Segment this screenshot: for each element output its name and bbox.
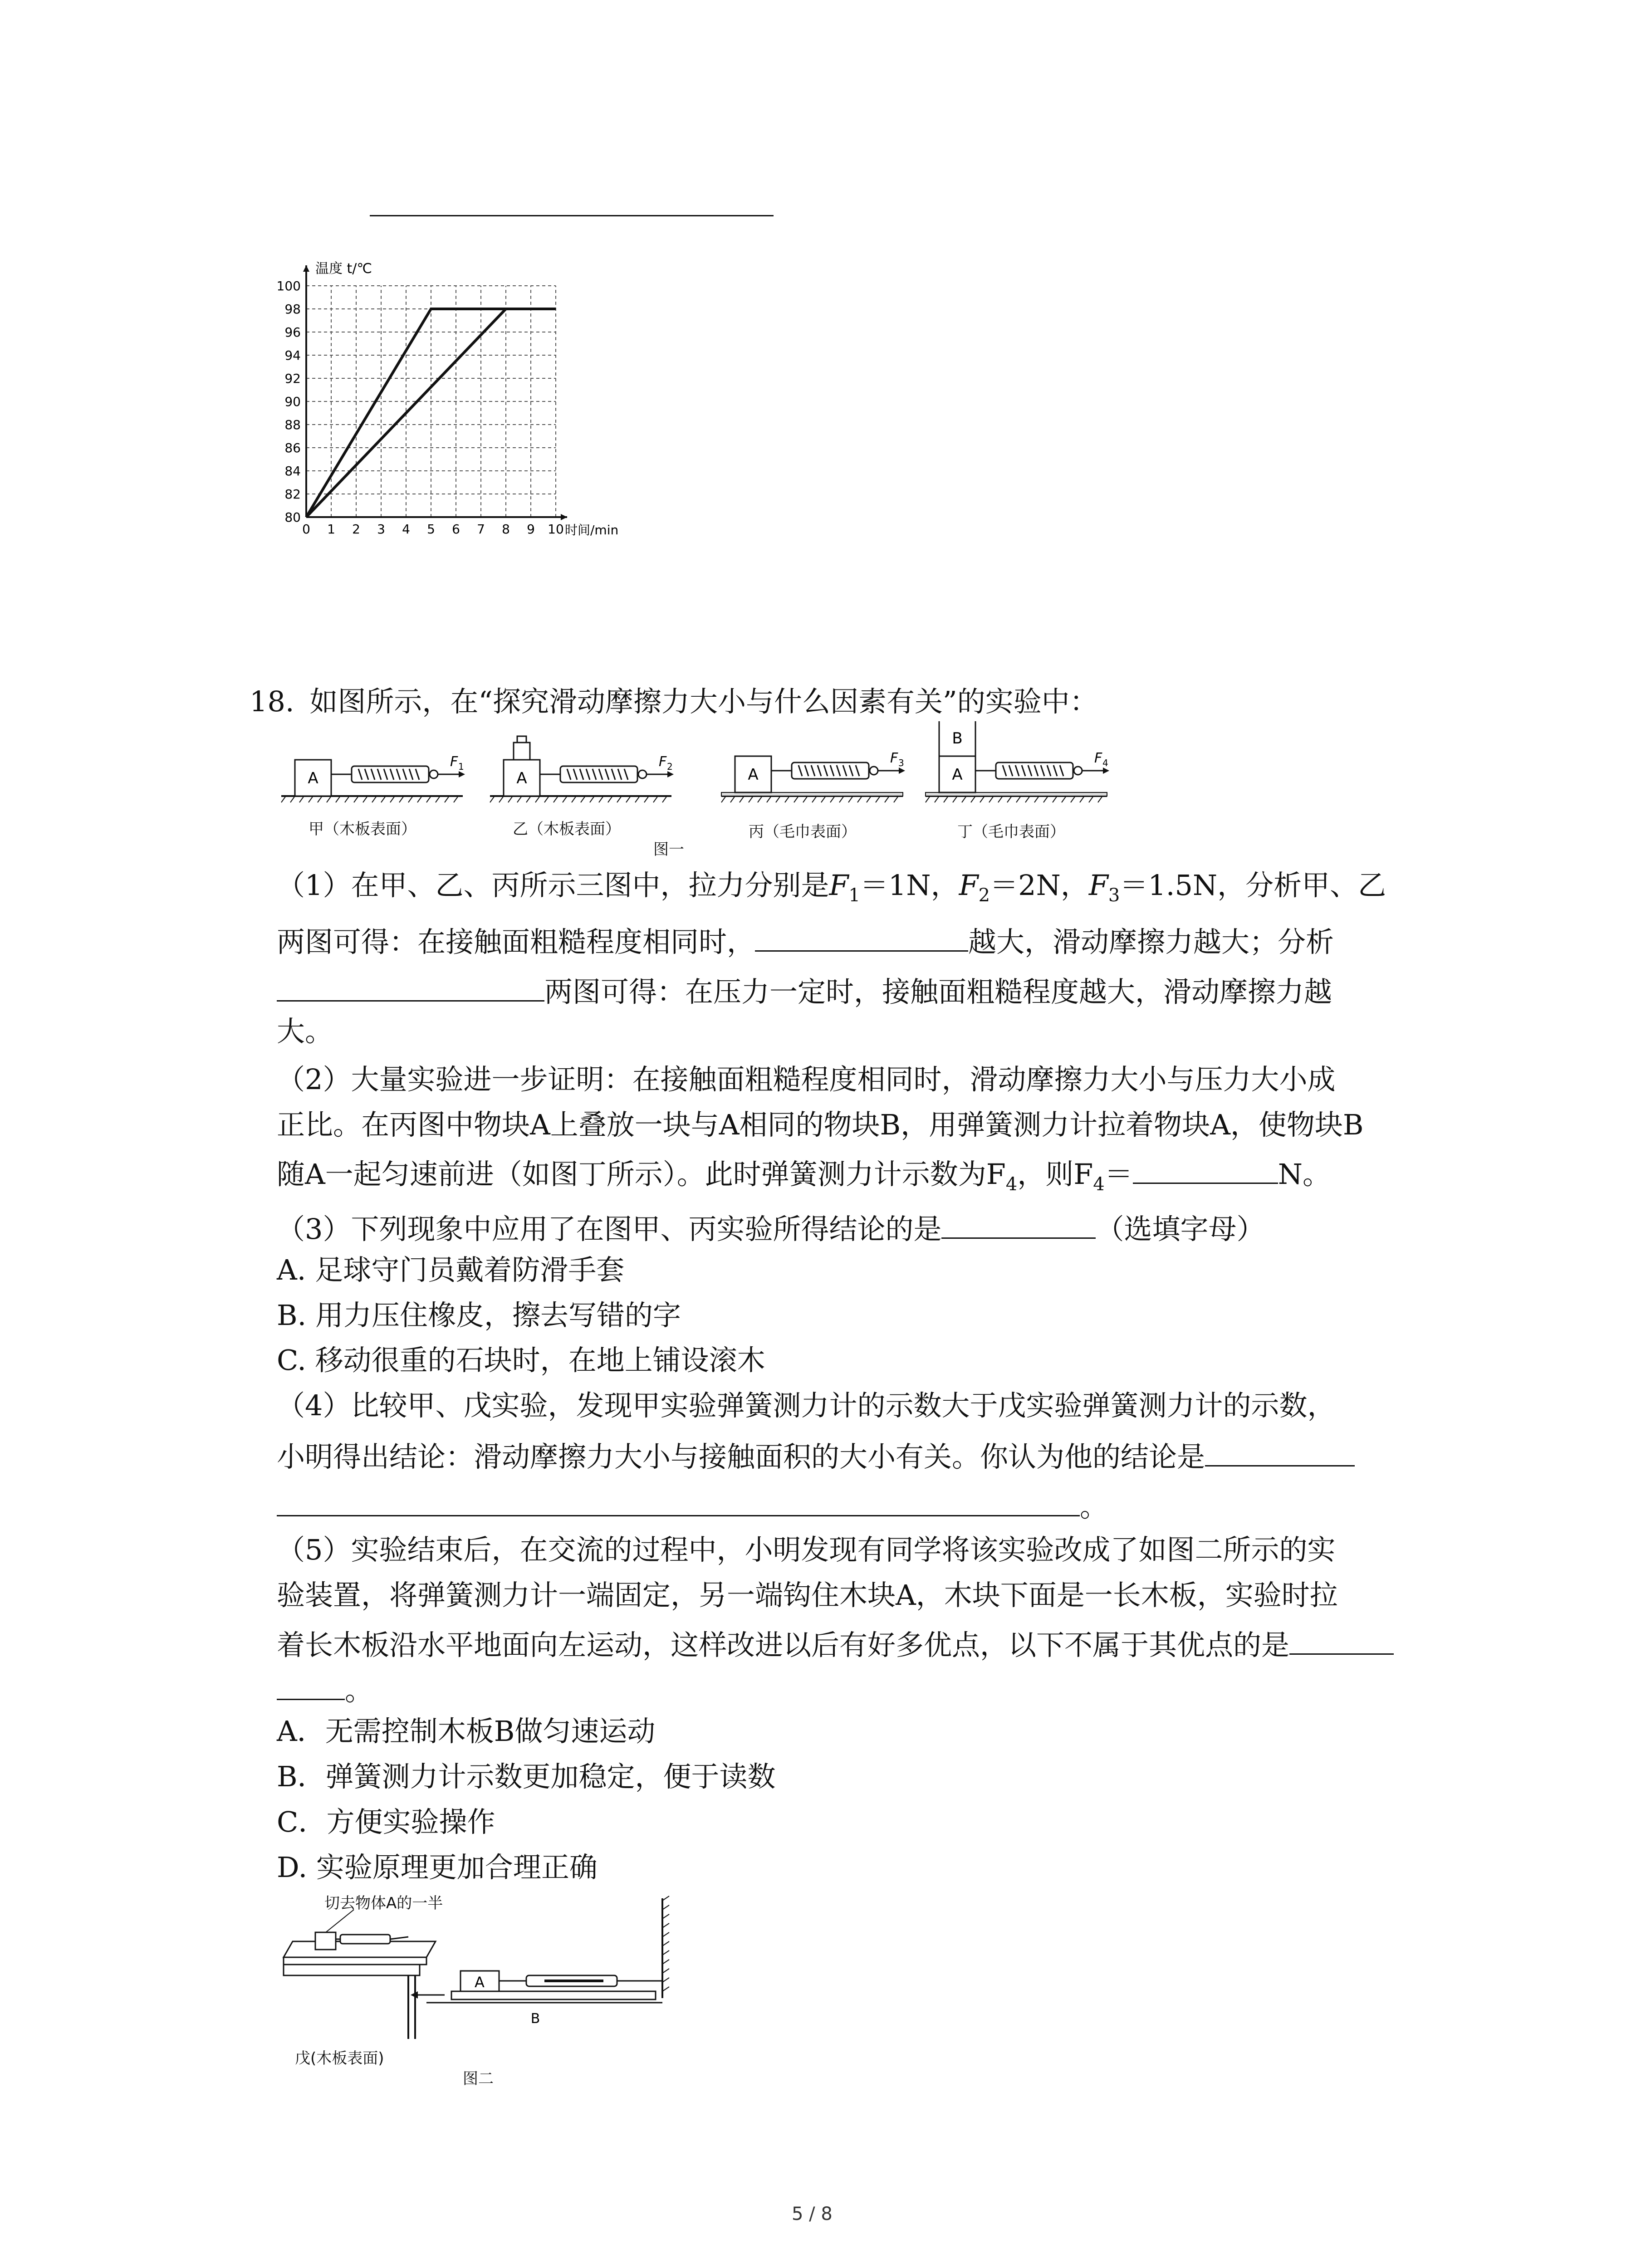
force-arrowhead <box>1103 767 1109 774</box>
ground-hatch <box>776 796 780 802</box>
ground-hatch <box>436 796 440 802</box>
force-arrowhead <box>667 771 674 777</box>
table-top <box>284 1965 420 1975</box>
force-label: F <box>450 754 458 770</box>
ground-hatch <box>1071 796 1075 802</box>
wall-hatch <box>662 1950 669 1955</box>
ground-hatch <box>417 796 422 802</box>
answer-blank-5a[interactable] <box>1205 1433 1355 1466</box>
ground-hatch <box>544 796 549 802</box>
y-tick-label: 88 <box>284 417 301 432</box>
page-number: 5 / 8 <box>792 2204 833 2224</box>
ground-hatch <box>1034 796 1039 802</box>
y-tick-label: 94 <box>284 348 301 363</box>
ground-hatch <box>372 796 377 802</box>
ground-hatch <box>299 796 304 802</box>
x-tick-label: 0 <box>302 522 310 537</box>
ground-hatch <box>345 796 349 802</box>
wall-hatch <box>662 1960 669 1964</box>
x-tick-label: 10 <box>548 522 564 537</box>
figure-1-label-bing: 丙（毛巾表面） <box>749 823 857 841</box>
ground-hatch <box>608 796 612 802</box>
wall-hatch <box>662 1987 669 1991</box>
figure-2-left-label: 戊(木板表面) <box>295 2049 384 2068</box>
ground-hatch <box>830 796 835 802</box>
figure-1-label-jia: 甲（木板表面） <box>309 820 416 838</box>
ground-hatch <box>635 796 640 802</box>
ground-hatch <box>517 796 522 802</box>
ground-hatch <box>336 796 340 802</box>
x-tick-label: 1 <box>327 522 335 537</box>
force-arrowhead <box>459 771 465 777</box>
ground-hatch <box>998 796 1003 802</box>
block-a-label: A <box>475 1974 485 1991</box>
part1-line3: 两图可得：在压力一定时，接触面粗糙程度越大，滑动摩擦力越 <box>277 968 1332 1011</box>
scale-ring <box>638 770 647 778</box>
x-tick-label: 7 <box>477 522 485 537</box>
ground-hatch <box>785 796 789 802</box>
x-tick-label: 4 <box>402 522 410 537</box>
ground-hatch <box>626 796 631 802</box>
x-tick-label: 9 <box>527 522 535 537</box>
ground-hatch <box>857 796 862 802</box>
ground-hatch <box>526 796 531 802</box>
ground-hatch <box>590 796 594 802</box>
ground-hatch <box>281 796 286 802</box>
ground-hatch <box>721 796 726 802</box>
answer-blank-2[interactable] <box>277 968 544 1002</box>
ground-hatch <box>1007 796 1012 802</box>
wall-hatch <box>662 1923 669 1928</box>
part4-line2: 小明得出结论：滑动摩擦力大小与接触面积的大小有关。你认为他的结论是 <box>277 1433 1355 1476</box>
ground-hatch <box>454 796 458 802</box>
wall-hatch <box>662 1914 669 1919</box>
ground-hatch <box>848 796 853 802</box>
ground-hatch <box>980 796 985 802</box>
y-tick-label: 82 <box>284 487 301 502</box>
part4-line1: （4）比较甲、戊实验，发现甲实验弹簧测力计的示数大于戊实验弹簧测力计的示数， <box>277 1389 1336 1422</box>
ground-hatch <box>662 796 667 802</box>
part1-line2: 两图可得：在接触面粗糙程度相同时， 越大，滑动摩擦力越大；分析 <box>277 919 1334 961</box>
ground-hatch <box>935 796 939 802</box>
ground-hatch <box>563 796 567 802</box>
ground-hatch <box>354 796 358 802</box>
block-label: A <box>952 766 963 784</box>
answer-blank-4[interactable] <box>941 1206 1096 1239</box>
part2-line3: 随A一起匀速前进（如图丁所示）。此时弹簧测力计示数为$F_4$，则$F_4= N$。 <box>277 1151 1331 1203</box>
part3-line1: （3）下列现象中应用了在图甲、丙实验所得结论的是 （选填字母） <box>277 1206 1264 1248</box>
ground-hatch <box>749 796 753 802</box>
force-label-subscript: 1 <box>458 761 464 772</box>
ground-hatch <box>390 796 395 802</box>
part5-option-b: B．弹簧测力计示数更加稳定，便于读数 <box>277 1760 776 1793</box>
y-tick-label: 92 <box>284 371 301 386</box>
part2-line2: 正比。在丙图中物块A上叠放一块与A相同的物块B，用弹簧测力计拉着物块A，使物块B <box>277 1108 1364 1141</box>
half-block-a <box>315 1932 336 1950</box>
wall-hatch <box>662 1969 669 1973</box>
force-arrowhead <box>899 767 905 774</box>
answer-blank-6a[interactable] <box>1289 1622 1394 1655</box>
y-axis-label: 温度 t/℃ <box>315 261 372 277</box>
ground-hatch <box>327 796 331 802</box>
ground-hatch <box>1089 796 1093 802</box>
x-axis-label: 时间/min <box>565 523 619 538</box>
scale-ring <box>1074 767 1082 775</box>
y-tick-label: 96 <box>284 325 301 340</box>
block-label: A <box>516 769 527 787</box>
board-edge <box>284 1957 426 1965</box>
x-axis-arrow <box>561 514 567 520</box>
ground-hatch <box>1053 796 1057 802</box>
ground-hatch <box>730 796 735 802</box>
wall-hatch <box>662 1905 669 1910</box>
ground-hatch <box>309 796 313 802</box>
ground-hatch <box>803 796 808 802</box>
ground-hatch <box>821 796 826 802</box>
part5-line4: 。 <box>277 1667 373 1710</box>
ground-hatch <box>644 796 649 802</box>
figure-2-cut-label: 切去物体A的一半 <box>324 1894 443 1912</box>
temperature-time-chart <box>254 213 662 549</box>
part5-option-a: A．无需控制木板B做匀速运动 <box>277 1715 656 1748</box>
ground-hatch <box>581 796 585 802</box>
y-tick-label: 84 <box>284 464 301 479</box>
ground-hatch <box>758 796 762 802</box>
force-label-subscript: 4 <box>1102 758 1108 768</box>
ground-hatch <box>740 796 744 802</box>
ground-hatch <box>1080 796 1084 802</box>
ground-hatch <box>572 796 576 802</box>
question-stem-text: 如图所示，在“探究滑动摩擦力大小与什么因素有关”的实验中： <box>309 685 1098 718</box>
ground-hatch <box>1043 796 1048 802</box>
ground-hatch <box>508 796 513 802</box>
ground-hatch <box>363 796 367 802</box>
part3-option-b: B. 用力压住橡皮，擦去写错的字 <box>277 1299 681 1332</box>
force-label: F <box>1094 750 1102 766</box>
x-tick-label: 6 <box>452 522 460 537</box>
ground-hatch <box>1098 796 1102 802</box>
x-tick-label: 5 <box>427 522 435 537</box>
force-label: F <box>890 750 898 766</box>
x-tick-label: 2 <box>352 522 360 537</box>
ground-hatch <box>953 796 957 802</box>
y-tick-label: 86 <box>284 440 301 455</box>
part3-option-c: C. 移动很重的石块时，在地上铺设滚木 <box>277 1344 765 1377</box>
ground-hatch <box>381 796 386 802</box>
ground-hatch <box>535 796 540 802</box>
ground-hatch <box>894 796 898 802</box>
ground-hatch <box>499 796 504 802</box>
ground-hatch <box>1025 796 1030 802</box>
ground-hatch <box>867 796 871 802</box>
pull-line <box>390 1937 408 1939</box>
cut-label-pointer <box>326 1910 354 1932</box>
ground-hatch <box>490 796 495 802</box>
ground-hatch <box>1062 796 1066 802</box>
y-tick-label: 100 <box>276 279 301 293</box>
ground-hatch <box>290 796 295 802</box>
ground-hatch <box>839 796 844 802</box>
weight-icon <box>514 743 530 760</box>
part1-line1: （1）在甲、乙、丙所示三图中，拉力分别是$F_1=1N$，$F_2=2N$，$F_3=1.5N$，分析甲、乙 <box>277 869 1386 906</box>
ground-hatch <box>812 796 817 802</box>
force-label-subscript: 3 <box>898 758 904 768</box>
part1-line4: 大。 <box>277 1015 333 1048</box>
ground-hatch <box>971 796 975 802</box>
ground-hatch <box>767 796 771 802</box>
ground-hatch <box>426 796 431 802</box>
part4-line3: 。 <box>277 1483 1108 1526</box>
question-stem <box>250 683 1098 721</box>
figure-2-caption: 图二 <box>463 2070 494 2088</box>
part5-line2: 验装置，将弹簧测力计一端固定，另一端钩住木块A，木块下面是一长木板，实验时拉 <box>277 1579 1338 1612</box>
figure-1-label-yi: 乙（木板表面） <box>513 820 621 838</box>
force-label: F <box>659 754 667 770</box>
part5-line1: （5）实验结束后，在交流的过程中，小明发现有同学将该实验改成了如图二所示的实 <box>277 1533 1336 1566</box>
ground-hatch <box>399 796 404 802</box>
ground-hatch <box>876 796 880 802</box>
ground-hatch <box>962 796 966 802</box>
scale-ring <box>870 767 878 775</box>
ground-hatch <box>653 796 658 802</box>
part2-line1: （2）大量实验进一步证明：在接触面粗糙程度相同时，滑动摩擦力大小与压力大小成 <box>277 1063 1336 1096</box>
answer-blank-5b[interactable] <box>277 1483 1080 1516</box>
ground-hatch <box>318 796 322 802</box>
figure-1-caption: 图一 <box>653 841 684 859</box>
wall-hatch <box>662 1932 669 1937</box>
question-number: 18. <box>250 685 294 718</box>
force-label-subscript: 2 <box>667 761 673 772</box>
ground-hatch <box>599 796 603 802</box>
block-label: B <box>952 729 963 748</box>
scale-ring <box>430 770 438 778</box>
ground-hatch <box>1016 796 1021 802</box>
block-label: A <box>308 769 318 787</box>
ground-hatch <box>989 796 994 802</box>
spring-scale-small <box>340 1935 390 1944</box>
ground-hatch <box>794 796 798 802</box>
y-tick-label: 98 <box>284 302 301 317</box>
board-b <box>451 1991 656 1999</box>
figure-1-label-ding: 丁（毛巾表面） <box>957 823 1065 841</box>
answer-blank-1[interactable] <box>755 919 968 952</box>
answer-blank-3[interactable] <box>1133 1151 1278 1184</box>
part5-option-d: D. 实验原理更加合理正确 <box>277 1851 598 1884</box>
part3-option-a: A. 足球守门员戴着防滑手套 <box>277 1253 625 1286</box>
wall-hatch <box>662 1941 669 1946</box>
weight-handle <box>517 736 526 743</box>
y-axis-arrow <box>303 265 309 272</box>
y-tick-label: 90 <box>284 394 301 409</box>
x-tick-label: 3 <box>377 522 385 537</box>
wall-hatch <box>662 1896 669 1901</box>
ground-hatch <box>408 796 413 802</box>
block-label: A <box>748 766 759 784</box>
ground-hatch <box>944 796 948 802</box>
ground-hatch <box>445 796 449 802</box>
ground-hatch <box>926 796 930 802</box>
wall-hatch <box>662 1978 669 1982</box>
board-b-label: B <box>530 2011 540 2027</box>
ground-hatch <box>885 796 889 802</box>
ground-hatch <box>617 796 622 802</box>
ground-hatch <box>554 796 558 802</box>
x-tick-label: 8 <box>502 522 510 537</box>
part5-line3: 着长木板沿水平地面向左运动，这样改进以后有好多优点，以下不属于其优点的是 <box>277 1622 1394 1664</box>
answer-blank-6b[interactable] <box>277 1667 345 1700</box>
part5-option-c: C．方便实验操作 <box>277 1805 495 1838</box>
y-tick-label: 80 <box>284 510 301 525</box>
